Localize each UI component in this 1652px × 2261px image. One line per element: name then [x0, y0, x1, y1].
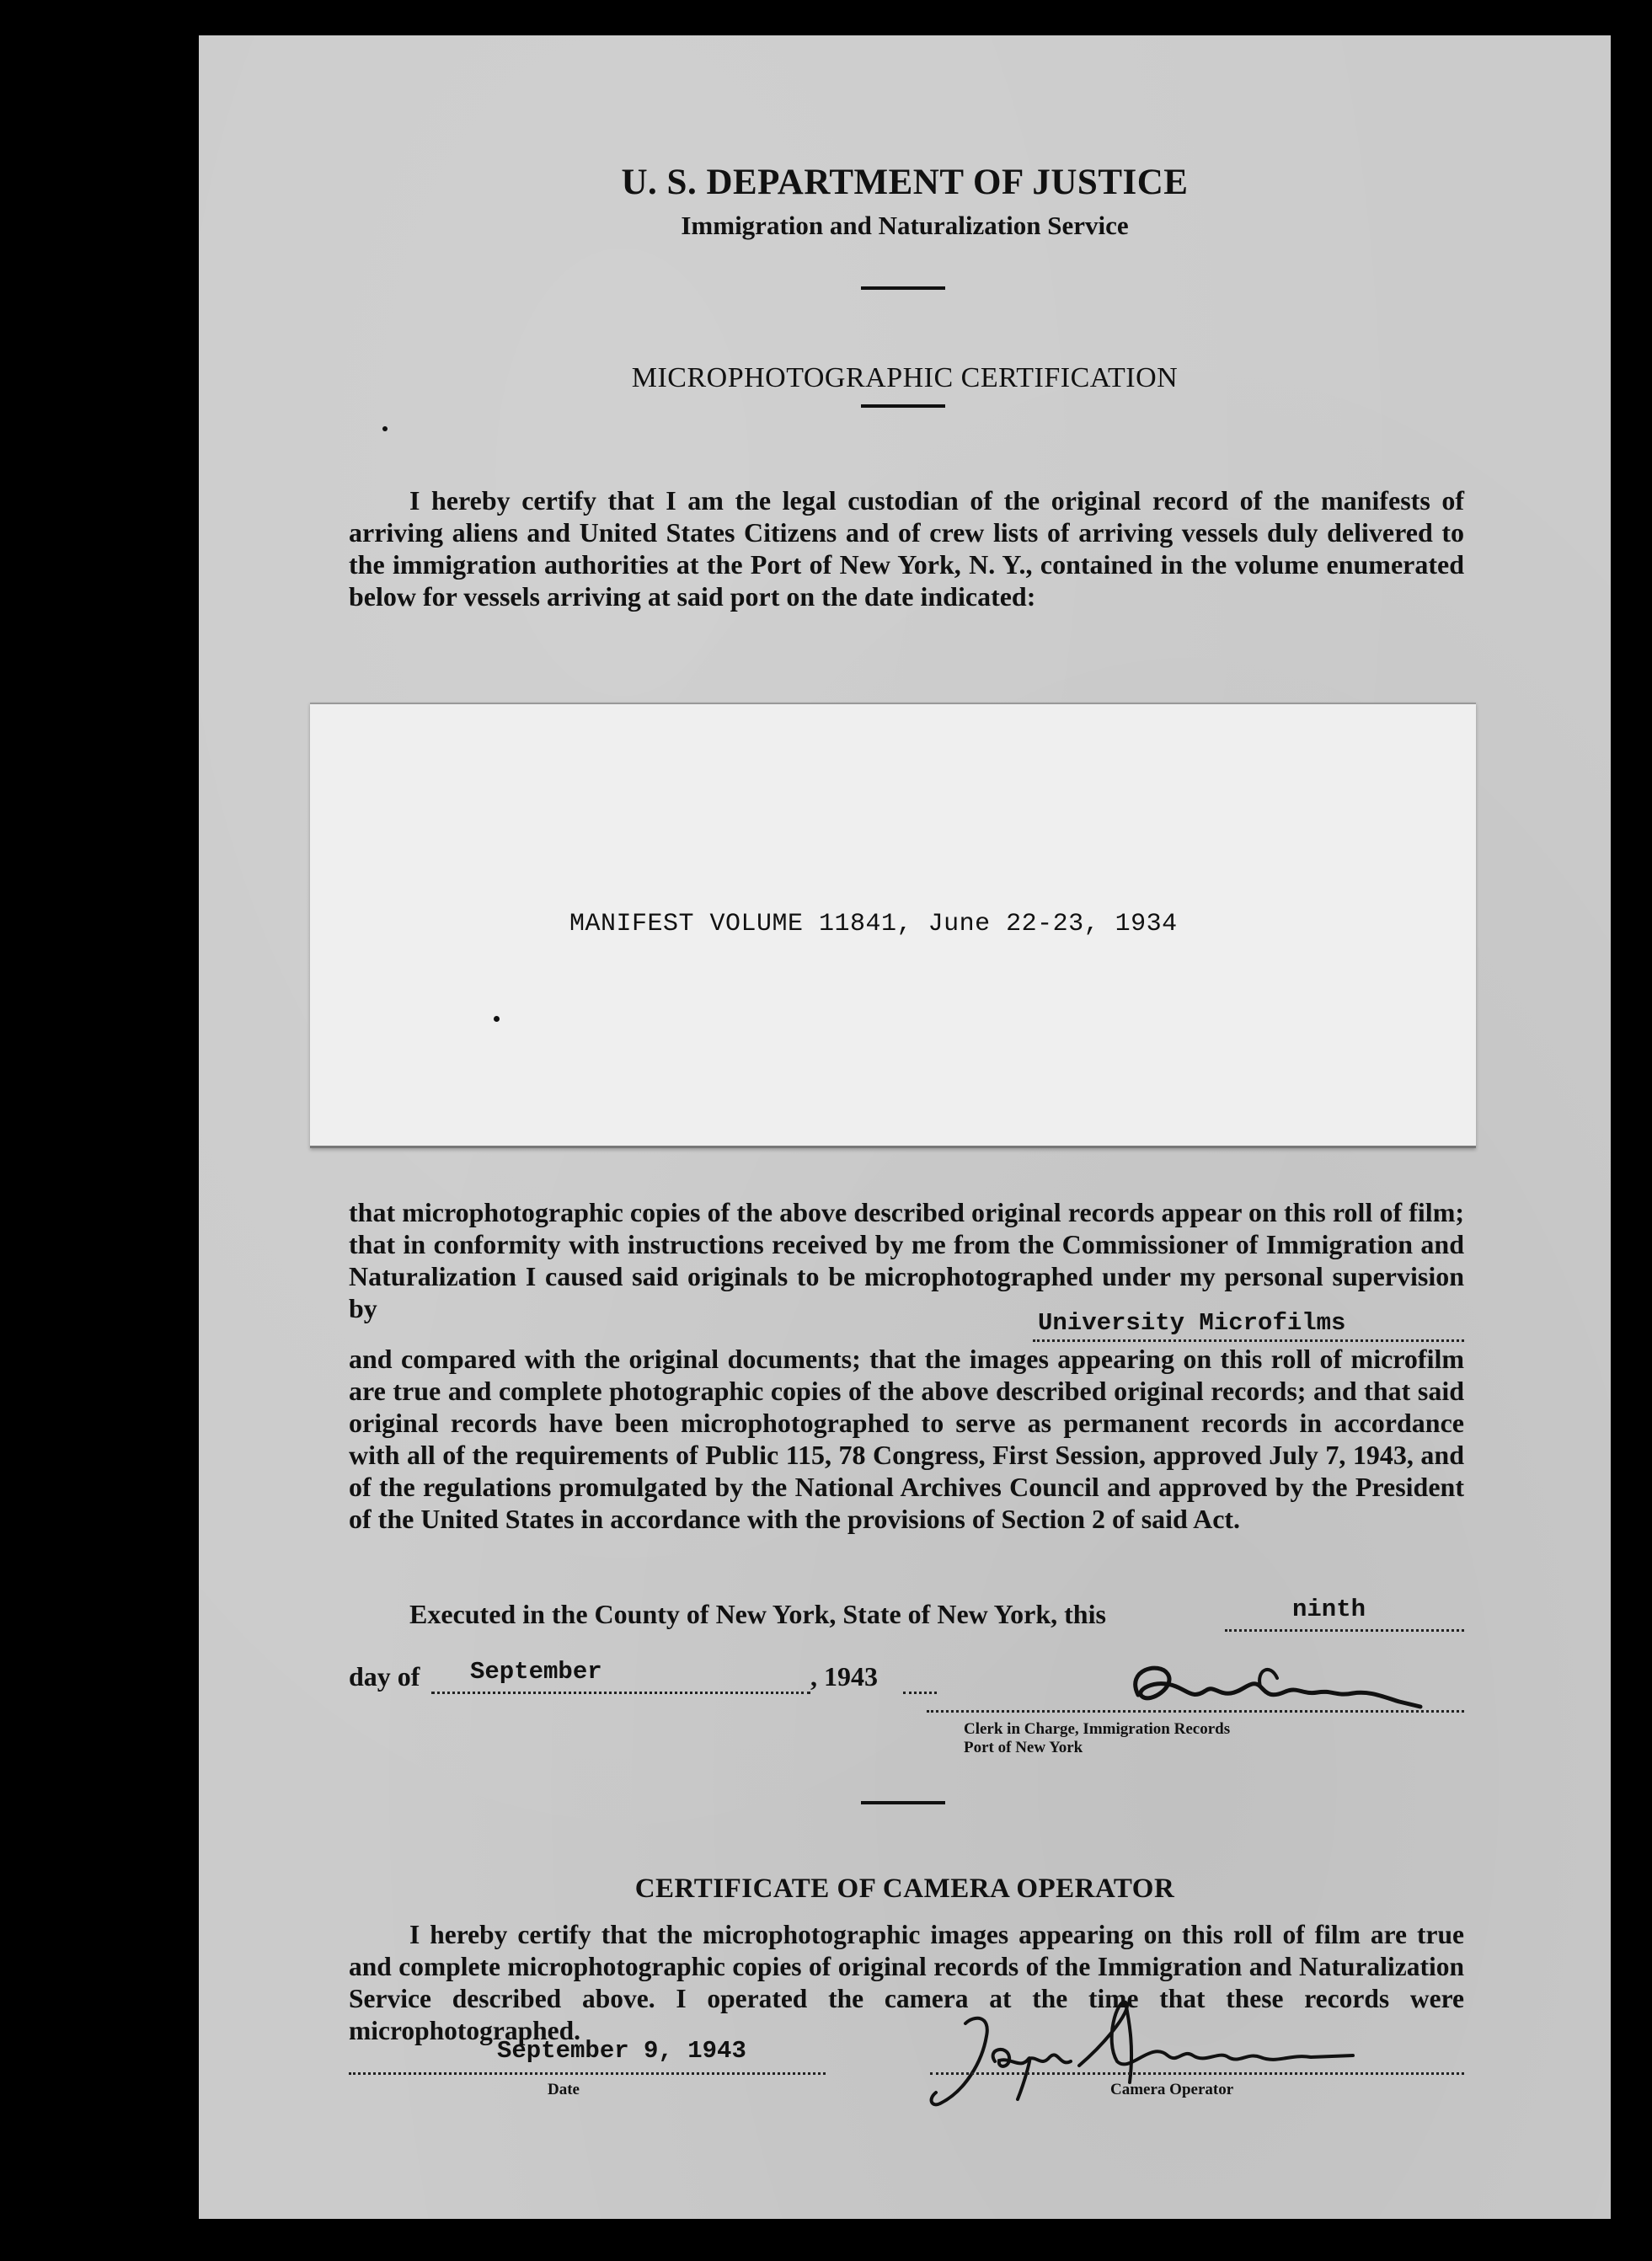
filmed-by-value: University Microfilms	[1038, 1309, 1346, 1337]
executed-month-line	[431, 1692, 810, 1694]
divider-rule-3	[861, 1801, 945, 1804]
operator-date-line	[349, 2072, 826, 2075]
clerk-title-line1: Clerk in Charge, Immigration Records	[964, 1720, 1231, 1738]
intro-paragraph: I hereby certify that I am the legal custodian of the original record of the manifests of arriving aliens and United States Citizens and of crew lists of arriving vessels duly delivered to the immigration authorities at the Port of New York, N. Y., contained in the volume enumerated below for vessels arriving at said port on the date indicated:	[349, 485, 1464, 612]
clerk-title-line2: Port of New York	[964, 1739, 1083, 1756]
manifest-volume-label: MANIFEST VOLUME 11841, June 22-23, 1934	[569, 910, 1178, 938]
operator-date-label: Date	[548, 2081, 580, 2098]
operator-date-value: September 9, 1943	[497, 2037, 746, 2065]
executed-day-line	[1225, 1629, 1464, 1632]
executed-year-trailer	[903, 1692, 937, 1694]
body-paragraph-part1: that microphotographic copies of the above described original records appear on this roll of film; that in conformity with instructions received by me from the Commissioner of Immigration and Naturalization I caused said originals to be microphotographed under my personal supervision by	[349, 1197, 1464, 1323]
filmed-by-line	[1033, 1339, 1464, 1342]
executed-day-value: ninth	[1292, 1596, 1366, 1623]
executed-text: Executed in the County of New York, State of New York, this	[409, 1599, 1106, 1629]
executed-year: , 1943	[810, 1661, 878, 1692]
operator-signature-label: Camera Operator	[1110, 2081, 1234, 2098]
body-paragraph-part2: and compared with the original documents; that the images appearing on this roll of microfilm are true and complete photographic copies of the above described original records; and that said original records have been microphotographed to serve as permanent records in accordance with all of the requirements of Public 115, 78 Congress, First Session, approved July 7, 1943, and of the regulations promulgated by the National Archives Council and approved by the President of the United States in accordance with the provisions of Section 2 of said Act.	[349, 1344, 1464, 1534]
paper-speck	[494, 1016, 500, 1022]
executed-month-value: September	[470, 1658, 602, 1686]
clerk-signature-line	[927, 1710, 1464, 1713]
camera-operator-title: CERTIFICATE OF CAMERA OPERATOR	[634, 1873, 1175, 1904]
day-of-label: day of	[349, 1661, 420, 1692]
paper-speck	[382, 426, 388, 431]
camera-operator-paragraph: I hereby certify that the microphotographic images appearing on this roll of film are true and complete microphotographic copies of original records of the Immigration and Naturalization Service described above. I operated the camera at the time that these records were microphotographed.	[349, 1920, 1464, 2045]
operator-signature-line	[930, 2072, 1464, 2075]
certification-title: MICROPHOTOGRAPHIC CERTIFICATION	[631, 362, 1179, 393]
department-heading: U. S. DEPARTMENT OF JUSTICE	[621, 163, 1189, 202]
service-subheading: Immigration and Naturalization Service	[681, 211, 1129, 240]
divider-rule-1	[861, 286, 945, 290]
manifest-volume-slip	[310, 703, 1476, 1148]
divider-rule-2	[861, 404, 945, 408]
certificate-sheet	[199, 35, 1611, 2219]
